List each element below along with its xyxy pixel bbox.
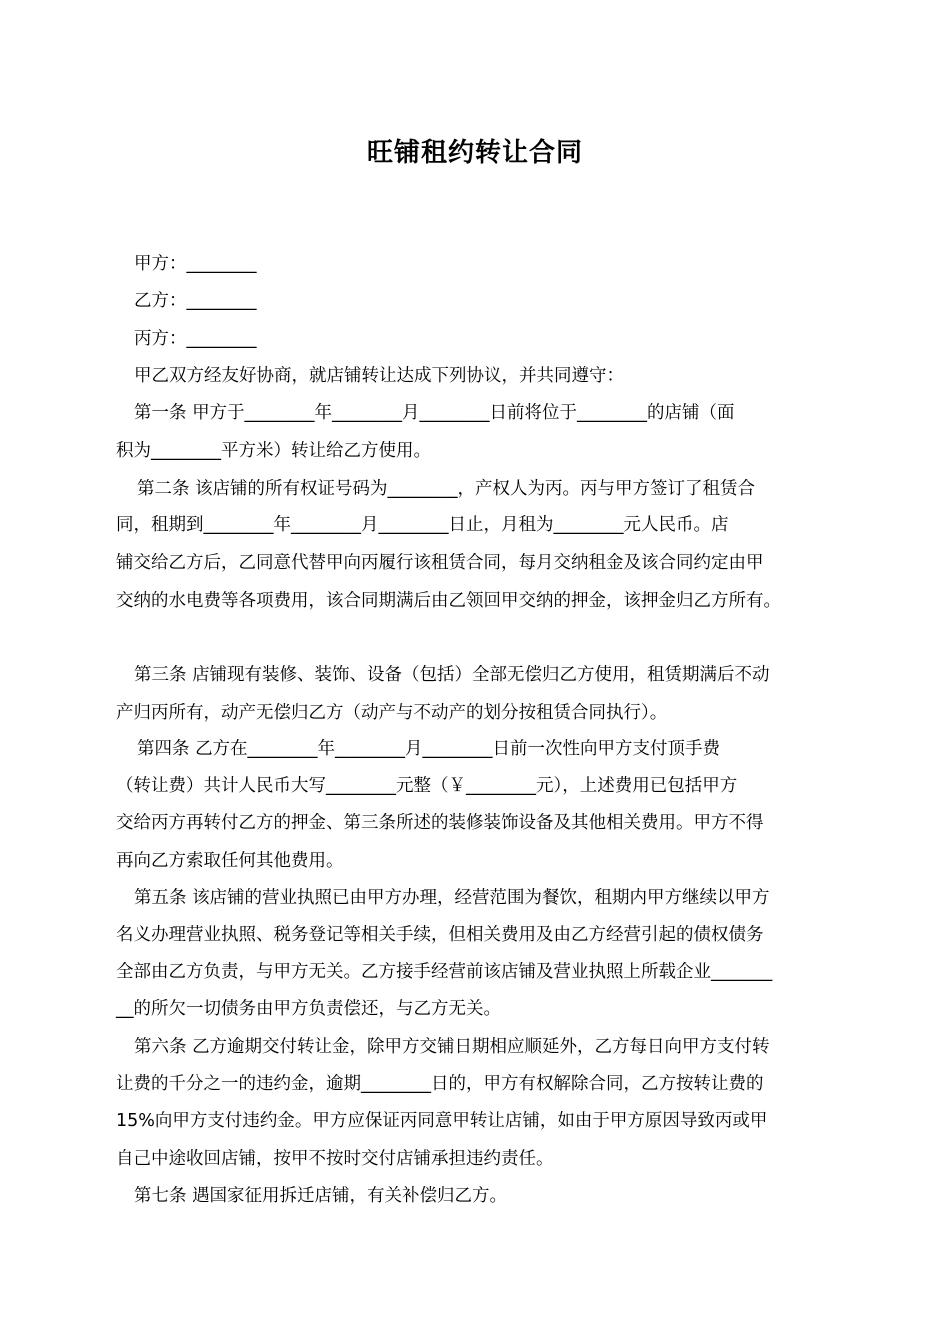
article-2-line: 第二条 该店铺的所有权证号码为________，产权人为丙。丙与甲方签订了租赁合 (137, 479, 756, 499)
article-2-line: 铺交给乙方后，乙同意代替甲向丙履行该租赁合同，每月交纳租金及该合同约定由甲 (116, 553, 764, 573)
article-5-line: 名义办理营业执照、税务登记等相关手续，但相关费用及由乙方经营引起的债权债务 (116, 925, 764, 945)
document-title: 旺铺租约转让合同 (366, 138, 583, 168)
article-5-line: 全部由乙方负责，与甲方无关。乙方接手经营前该店铺及营业执照上所载企业_______ (116, 962, 773, 982)
article-6-line: 第六条 乙方逾期交付转让金，除甲方交铺日期相应顺延外，乙方每日向甲方支付转 (134, 1037, 770, 1057)
article-4-line: 再向乙方索取任何其他费用。 (116, 851, 344, 871)
article-6-line: 让费的千分之一的违约金，逾期________日的，甲方有权解除合同，乙方按转让费的 (116, 1074, 764, 1094)
article-2-line: 同，租期到________年________月________日止，月租为________元人民币。店 (116, 515, 729, 535)
article-3-line: 第三条 店铺现有装修、装饰、设备（包括）全部无偿归乙方使用，租赁期满后不动 (134, 665, 770, 685)
party-a-line: 甲方：________ (134, 254, 257, 274)
article-1-line: 第一条 甲方于________年________月________日前将位于________的店铺（面 (134, 403, 735, 423)
article-4-line: 交给丙方再转付乙方的押金、第三条所述的装修装饰设备及其他相关费用。甲方不得 (116, 813, 764, 833)
article-7-line: 第七条 遇国家征用拆迁店铺，有关补偿归乙方。 (134, 1186, 508, 1206)
party-c-line: 丙方：________ (134, 329, 257, 349)
article-1-line: 积为________平方米）转让给乙方使用。 (116, 441, 431, 461)
article-6-line: 自己中途收回店铺，按甲不按时交付店铺承担违约责任。 (116, 1149, 554, 1169)
article-2-line: 交纳的水电费等各项费用，该合同期满后由乙领回甲交纳的押金，该押金归乙方所有。 (116, 591, 781, 611)
article-6-line: 15%向甲方支付违约金。甲方应保证丙同意甲转让店铺，如由于甲方原因导致丙或甲 (116, 1111, 768, 1131)
party-b-line: 乙方：________ (134, 291, 257, 311)
article-3-line: 产归丙所有，动产无偿归乙方（动产与不动产的划分按租赁合同执行）。 (116, 703, 668, 723)
intro-line: 甲乙双方经友好协商，就店铺转让达成下列协议，并共同遵守： (134, 366, 624, 386)
article-4-line: （转让费）共计人民币大写________元整（￥________元），上述费用已包括甲方 (116, 776, 738, 796)
article-5-line: __的所欠一切债务由甲方负责偿还，与乙方无关。 (116, 999, 501, 1019)
article-5-line: 第五条 该店铺的营业执照已由甲方办理，经营范围为餐饮，租期内甲方继续以甲方 (134, 888, 770, 908)
article-4-line: 第四条 乙方在________年________月________日前一次性向甲方支付顶手费 (137, 739, 721, 759)
